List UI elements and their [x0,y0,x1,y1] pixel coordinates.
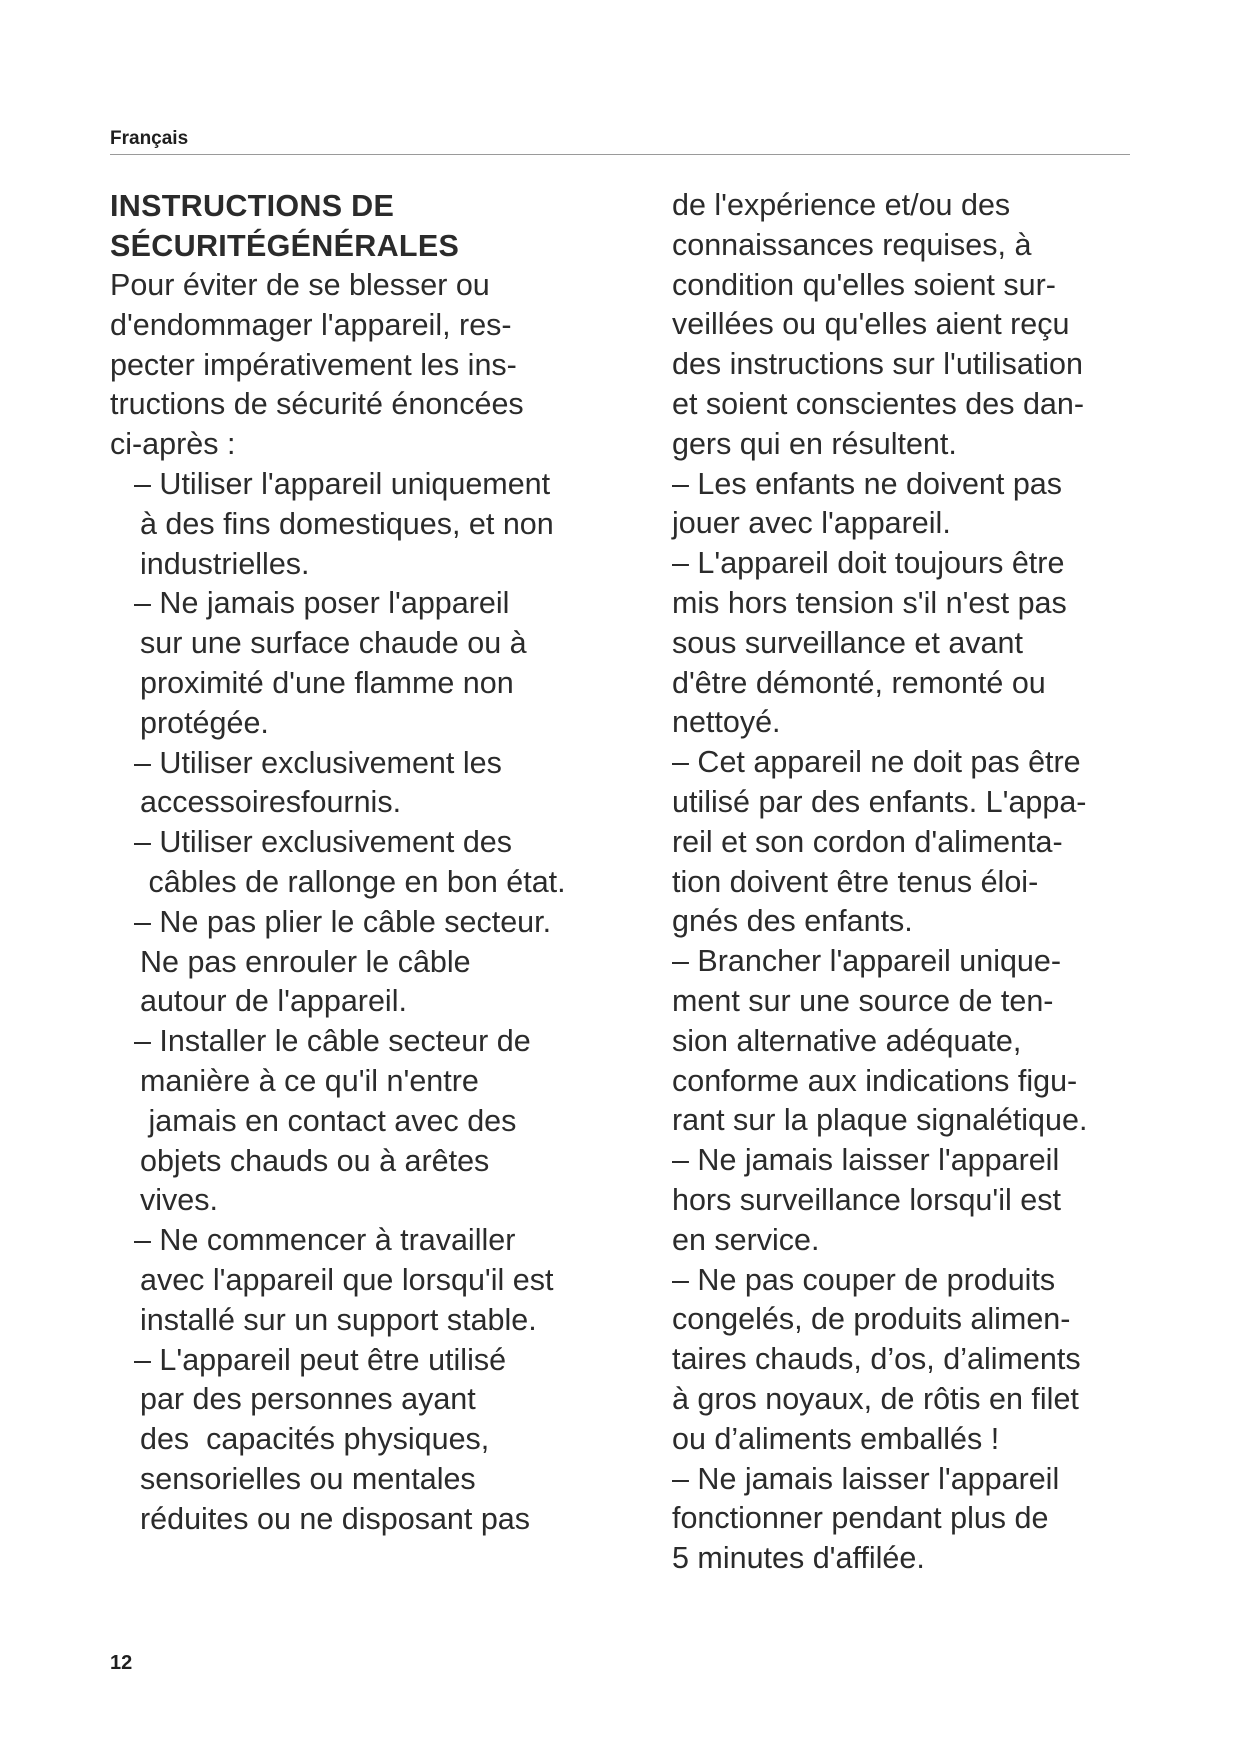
bullet-item [672,1261,1142,1460]
bullet-item [672,942,1142,1141]
bullet-line: installé sur un support stable. [140,1302,537,1337]
left-column [110,186,650,1540]
bullet-line: – Utiliser l'appareil uniquement [134,466,551,501]
bullet-line: ment sur une source de ten- [672,983,1054,1018]
continuation-line: gers qui en résultent. [672,426,957,461]
right-column [672,186,1142,1579]
bullet-line: par des personnes ayant [140,1382,476,1417]
heading-line: SÉCURITÉGÉNÉRALES [110,229,460,263]
intro-line: tructions de sécurité énoncées [110,387,524,422]
bullet-line: gnés des enfants. [672,904,913,939]
bullet-line: autour de l'appareil. [140,984,407,1019]
bullet-line: sensorielles ou mentales [140,1461,476,1496]
bullet-line: en service. [672,1222,820,1257]
bullet-line: sur une surface chaude ou à [140,626,527,661]
continuation-line: condition qu'elles soient sur- [672,267,1056,302]
bullet-line: nettoyé. [672,705,781,740]
bullet-line: – Ne pas plier le câble secteur. [134,904,552,939]
bullet-line: hors surveillance lorsqu'il est [672,1182,1061,1217]
bullet-line: des capacités physiques, [140,1422,490,1457]
bullet-line: à des fins domestiques, et non [140,506,554,541]
bullet-line: à gros noyaux, de rôtis en filet [672,1381,1079,1416]
bullet-line: câbles de rallonge en bon état. [140,864,566,899]
bullet-line: – Cet appareil ne doit pas être [672,745,1081,780]
bullet-line: fonctionner pendant plus de [672,1501,1049,1536]
bullet-item [110,903,650,1022]
intro-line: pecter impérativement les ins- [110,347,517,382]
bullet-line: avec l'appareil que lorsqu'il est [140,1262,554,1297]
bullet-item [110,1221,650,1340]
bullet-line: rant sur la plaque signalétique. [672,1103,1088,1138]
bullet-item [110,584,650,743]
bullet-line: – Utiliser exclusivement des [134,825,513,860]
bullet-item [110,744,650,824]
continuation-line: de l'expérience et/ou des [672,188,1011,222]
bullet-line: reil et son cordon d'alimenta- [672,824,1063,859]
continuation-paragraph [672,186,1142,465]
bullet-line: – Ne pas couper de produits [672,1262,1056,1297]
bullet-line: accessoiresfournis. [140,785,402,820]
bullet-line: tion doivent être tenus éloi- [672,864,1039,899]
bullet-line: taires chauds, d’os, d’aliments [672,1342,1081,1377]
intro-paragraph [110,266,650,465]
bullet-item [672,1460,1142,1579]
bullet-line: – Utiliser exclusivement les [134,745,502,780]
bullet-line: jamais en contact avec des [140,1103,517,1138]
bullet-line: – Installer le câble secteur de [134,1024,531,1059]
bullet-line: – Ne jamais laisser l'appareil [672,1461,1060,1496]
continuation-line: et soient conscientes des dan- [672,386,1085,421]
bullet-line: proximité d'une flamme non [140,665,514,700]
right-bullet-list [672,465,1142,1579]
bullet-item [110,1341,650,1540]
bullet-item [672,743,1142,942]
bullet-item [672,465,1142,545]
bullet-line: 5 minutes d'affilée. [672,1541,925,1576]
bullet-line: sous surveillance et avant [672,625,1023,660]
continuation-line: connaissances requises, à [672,227,1032,262]
bullet-item [672,1141,1142,1260]
bullet-line: Ne pas enrouler le câble [140,944,471,979]
continuation-line: des instructions sur l'utilisation [672,347,1083,382]
bullet-line: – Les enfants ne doivent pas [672,466,1063,501]
bullet-line: – Brancher l'appareil unique- [672,944,1062,979]
bullet-line: objets chauds ou à arêtes [140,1143,490,1178]
bullet-line: mis hors tension s'il n'est pas [672,585,1067,620]
intro-line: ci-après : [110,427,236,462]
bullet-item [110,465,650,584]
intro-line: Pour éviter de se blesser ou [110,268,490,302]
bullet-line: réduites ou ne disposant pas [140,1501,530,1536]
bullet-line: – L'appareil doit toujours être [672,546,1065,581]
bullet-item [110,823,650,903]
bullet-line: congelés, de produits alimen- [672,1302,1071,1337]
bullet-line: conforme aux indications figu- [672,1063,1078,1098]
left-bullet-list [110,465,650,1540]
language-label: Français [110,128,189,149]
bullet-line: – Ne commencer à travailler [134,1223,516,1258]
intro-line: d'endommager l'appareil, res- [110,307,512,342]
bullet-line: ou d’aliments emballés ! [672,1421,1000,1456]
continuation-line: veillées ou qu'elles aient reçu [672,307,1070,342]
heading-line: INSTRUCTIONS DE [110,189,395,223]
bullet-line: jouer avec l'appareil. [672,506,951,541]
page-number: 12 [110,1652,133,1674]
bullet-line: utilisé par des enfants. L'appa- [672,784,1087,819]
bullet-line: vives. [140,1183,218,1218]
bullet-item [672,544,1142,743]
header-divider [110,154,1130,155]
bullet-line: d'être démonté, remonté ou [672,665,1046,700]
bullet-line: – Ne jamais laisser l'appareil [672,1143,1060,1178]
bullet-line: sion alternative adéquate, [672,1023,1022,1058]
bullet-line: manière à ce qu'il n'entre [140,1063,479,1098]
section-heading [110,186,650,266]
bullet-line: – L'appareil peut être utilisé [134,1342,507,1377]
bullet-item [110,1022,650,1221]
bullet-line: industrielles. [140,546,310,581]
bullet-line: – Ne jamais poser l'appareil [134,586,510,621]
bullet-line: protégée. [140,705,269,740]
